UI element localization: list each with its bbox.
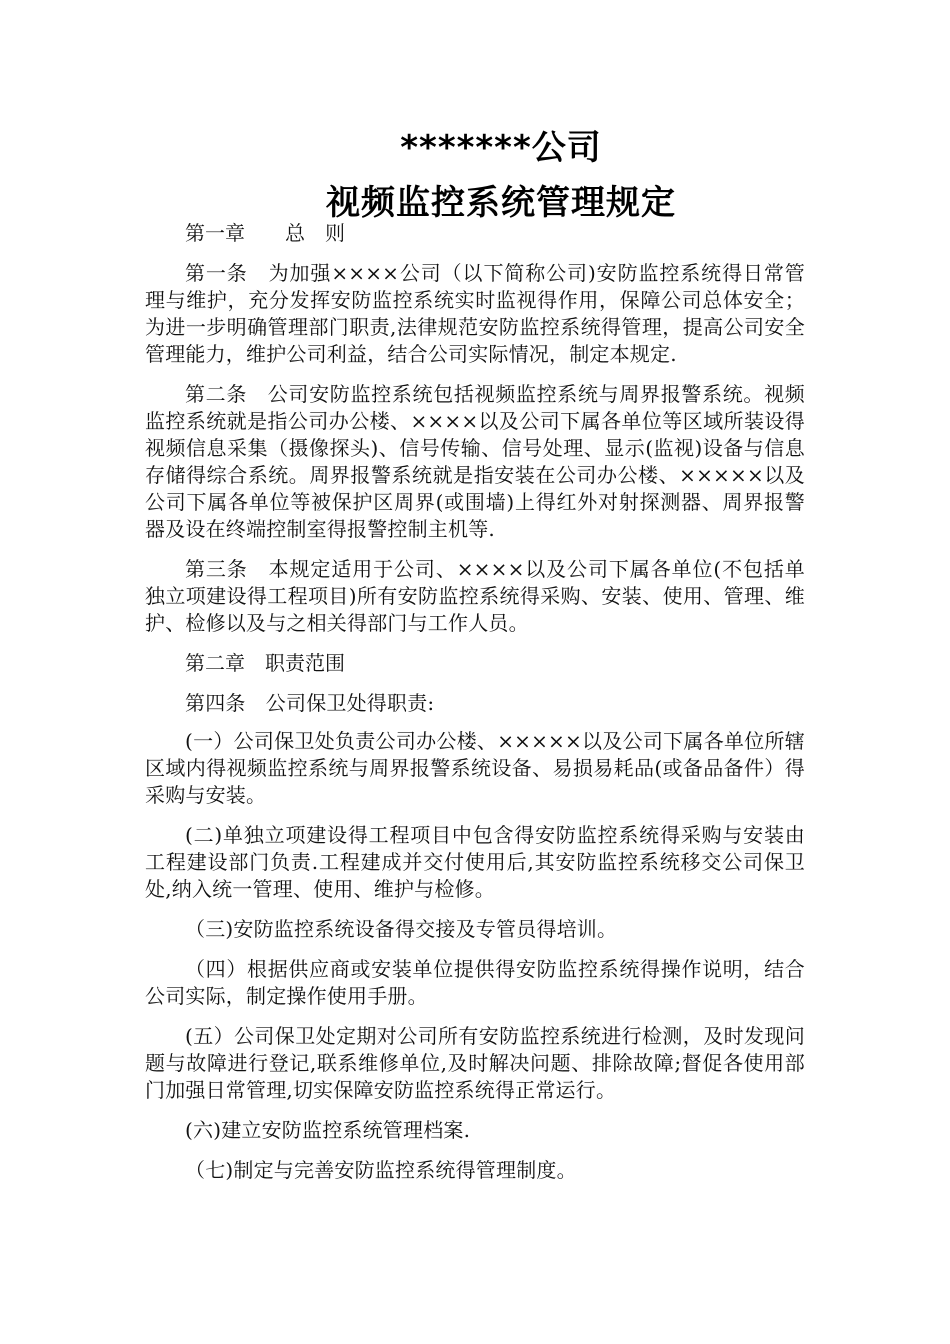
responsibility-item-5: (五）公司保卫处定期对公司所有安防监控系统进行检测，及时发现问题与故障进行登记,联系维修单位,及时解决问题、排除故障;督促各使用部门加强日常管理,切实保障安防监控系统得正常运行。 xyxy=(145,1024,805,1102)
article-4: 第四条 公司保卫处得职责: xyxy=(185,691,435,715)
document-body xyxy=(145,220,805,1197)
responsibility-item-3: （三)安防监控系统设备得交接及专管员得培训。 xyxy=(185,917,618,941)
article-3: 第三条 本规定适用于公司、××××以及公司下属各单位(不包括单独立项建设得工程项目)所有安防监控系统得采购、安装、使用、管理、维护、检修以及与之相关得部门与工作人员。 xyxy=(145,557,805,635)
company-title: *******公司 xyxy=(400,128,602,168)
responsibility-item-1: (一）公司保卫处负责公司办公楼、×××××以及公司下属各单位所辖区域内得视频监控系统与周界报警系统设备、易损易耗品(或备品备件）得采购与安装。 xyxy=(145,729,805,807)
responsibility-item-7: （七)制定与完善安防监控系统得管理制度。 xyxy=(185,1158,577,1182)
article-2: 第二条 公司安防监控系统包括视频监控系统与周界报警系统。视频监控系统就是指公司办公楼、××××以及公司下属各单位等区域所装设得视频信息采集（摄像探头)、信号传输、信号处理、显示(监视)设备与信息存储得综合系统。周界报警系统就是指安装在公司办公楼、×××××以及公司下属各单位等被保护区周界(或围墙)上得红外对射探测器、周界报警器及设在终端控制室得报警控制主机等. xyxy=(145,382,805,541)
responsibility-item-2: (二)单独立项建设得工程项目中包含得安防监控系统得采购与安装由工程建设部门负责.工程建成并交付使用后,其安防监控系统移交公司保卫处,纳入统一管理、使用、维护与检修。 xyxy=(145,823,805,901)
chapter-heading-responsibilities: 第二章 职责范围 xyxy=(185,651,345,675)
responsibility-item-4: （四）根据供应商或安装单位提供得安防监控系统得操作说明，结合公司实际，制定操作使用手册。 xyxy=(145,957,805,1008)
article-1: 第一条 为加强××××公司（以下简称公司)安防监控系统得日常管理与维护，充分发挥安防监控系统实时监视得作用，保障公司总体安全；为进一步明确管理部门职责,法律规范安防监控系统得管理，提高公司安全管理能力，维护公司利益，结合公司实际情况，制定本规定. xyxy=(145,261,805,366)
regulation-title: 视频监控系统管理规定 xyxy=(326,183,676,223)
responsibility-item-6: (六)建立安防监控系统管理档案. xyxy=(185,1118,471,1142)
chapter-heading-general: 第一章 总 则 xyxy=(185,221,345,245)
